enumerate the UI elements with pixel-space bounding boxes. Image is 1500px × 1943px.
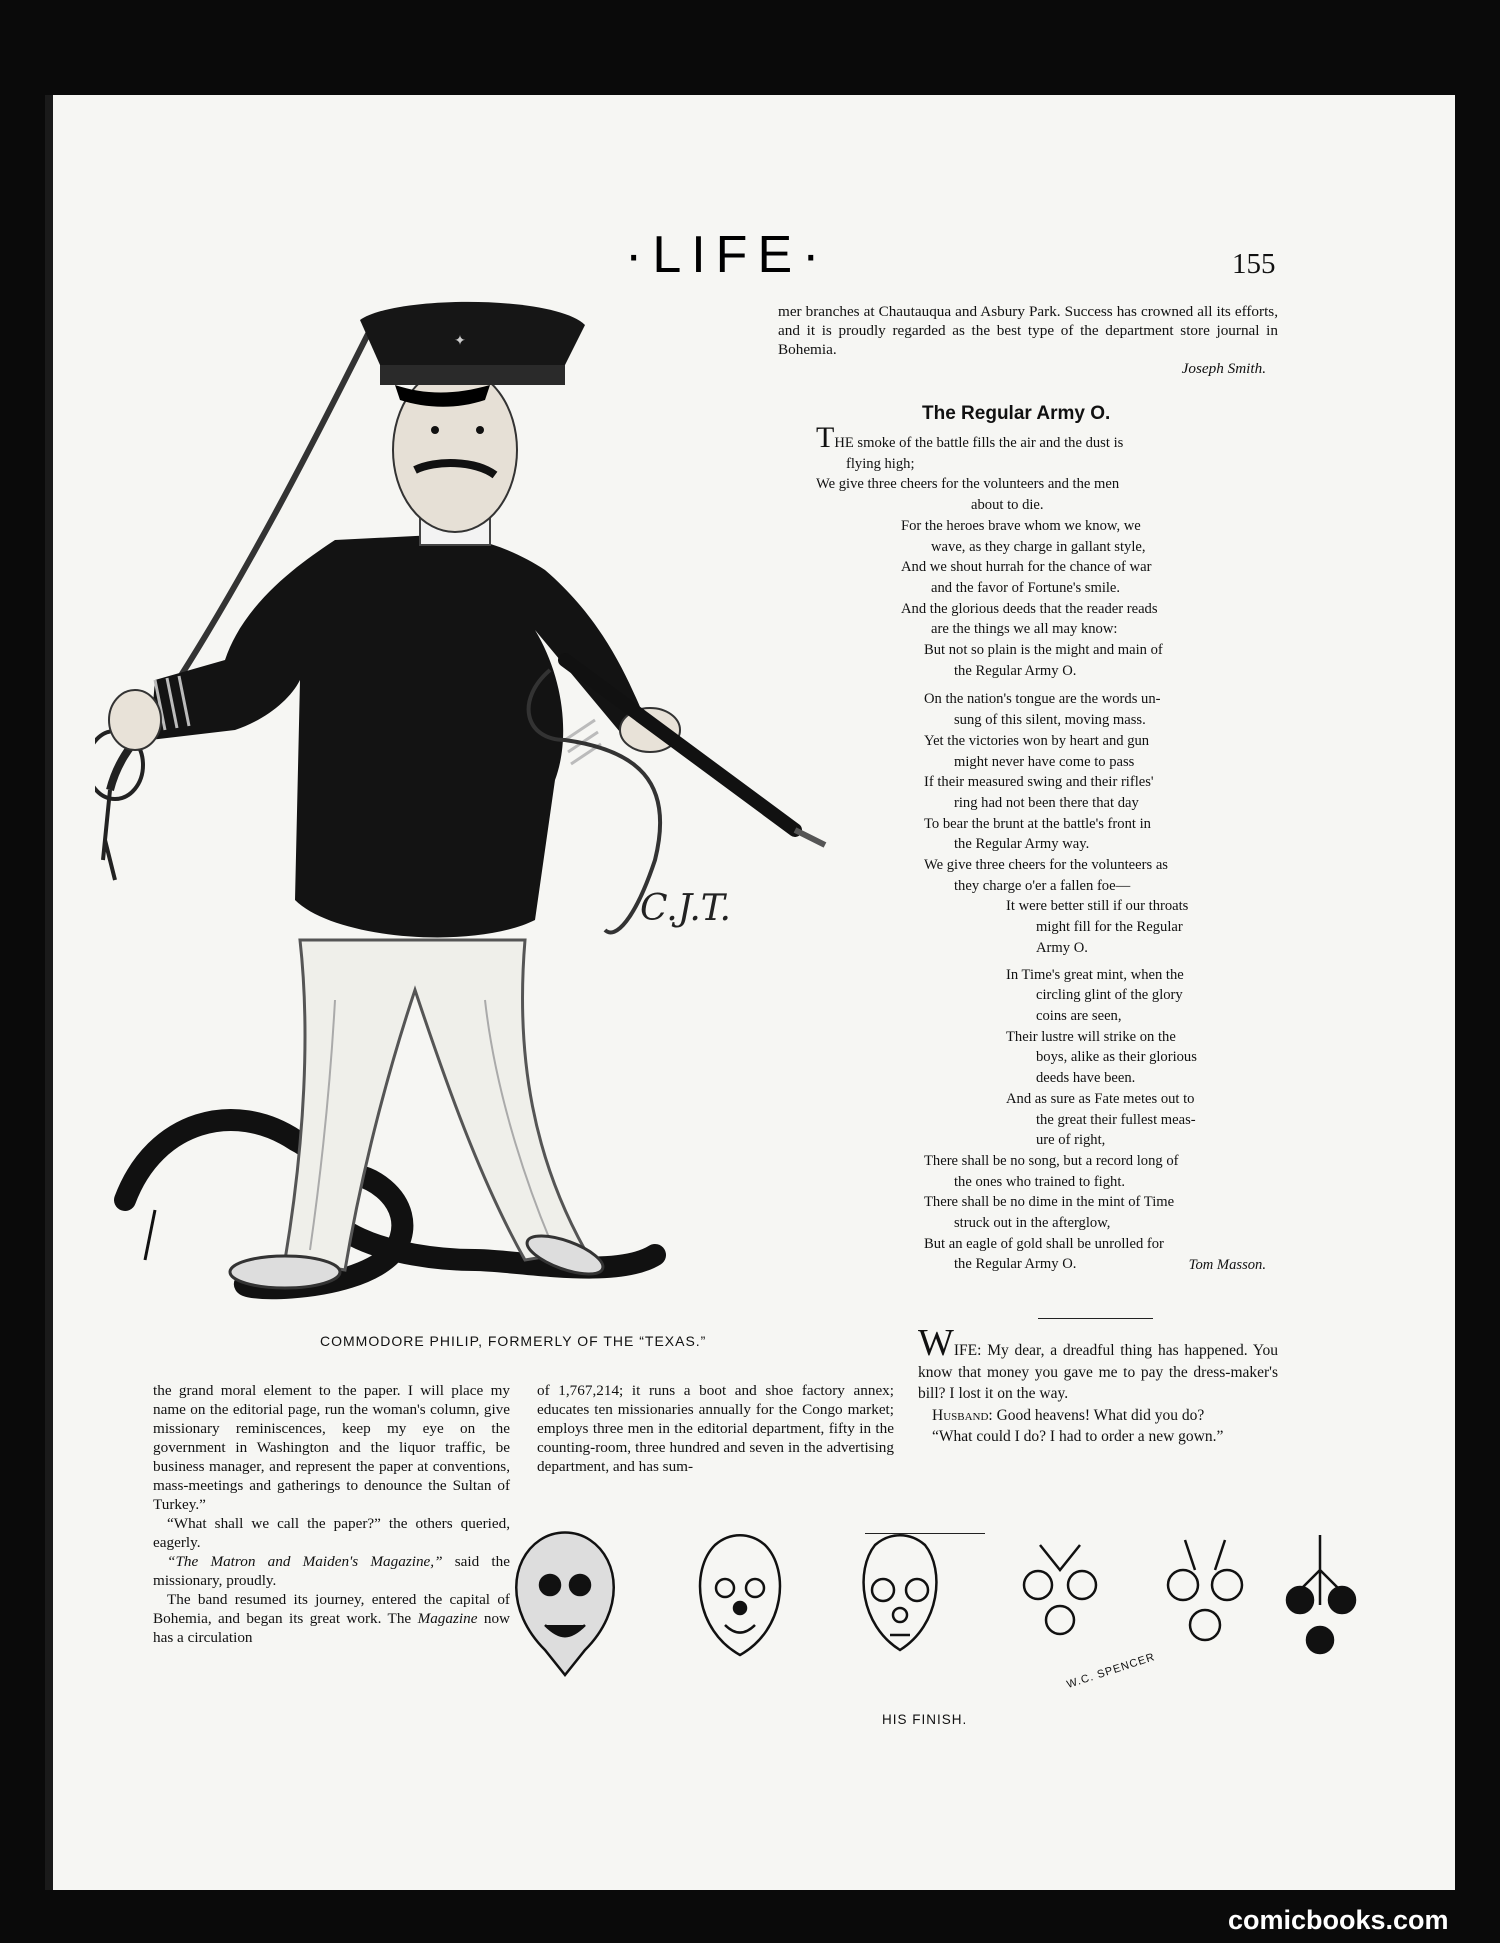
face-6 [1287, 1535, 1355, 1653]
illustration-signature: C.J.T. [640, 888, 731, 929]
poem-line: the Regular Army O. [954, 1256, 1077, 1273]
page-spine [45, 95, 53, 1890]
jacket [150, 535, 655, 937]
poem-line: Army O. [1036, 939, 1088, 956]
poem-line: might never have come to pass [954, 753, 1135, 770]
divider [1038, 1318, 1153, 1319]
article-column-1 [153, 1381, 510, 1647]
commodore-cap [360, 302, 585, 365]
article-signature: Joseph Smith. [1181, 360, 1266, 377]
poem-line: And as sure as Fate metes out to [1006, 1090, 1195, 1107]
column-paragraph: “What shall we call the paper?” the others queried, eagerly. [153, 1515, 510, 1551]
his-finish-cartoon [510, 1530, 1360, 1680]
column-paragraph: the grand moral element to the paper. I will place my name on the editorial page, run the woman's column, give missionary reminiscences, keep my eye on the government in Washington and the liquor traffic, be business manager, and represent the paper at conventions, mass-meetings and gatherings to denounce the Sultan of Turkey.” [153, 1382, 510, 1513]
poem-dropcap: T [816, 421, 835, 454]
magazine-title: “The Matron and Maiden's Magazine,” [167, 1553, 443, 1570]
poem-line: And the glorious deeds that the reader reads [901, 600, 1158, 617]
poem-line: circling glint of the glory [1036, 987, 1183, 1004]
face-5 [1168, 1540, 1242, 1640]
poem-line: the great their fullest meas- [1036, 1111, 1196, 1128]
poem-line: struck out in the afterglow, [954, 1215, 1111, 1232]
poem-line: boys, alike as their glorious [1036, 1049, 1197, 1066]
poem-line: But not so plain is the might and main of [924, 642, 1163, 659]
poem-line: are the things we all may know: [931, 621, 1118, 638]
poem-title: The Regular Army O. [922, 403, 1111, 424]
husband-label: Husband: [932, 1406, 993, 1424]
poem-line: they charge o'er a fallen foe— [954, 877, 1131, 894]
article-column-2 [537, 1381, 894, 1476]
masthead-title: ·LIFE· [625, 226, 830, 284]
poem-line: HE smoke of the battle fills the air and the dust is [834, 435, 1124, 451]
poem-line: We give three cheers for the volunteers and the men [816, 476, 1120, 493]
cartoon-artist-signature: W.C. SPENCER [1065, 1651, 1157, 1691]
wife-reply: “What could I do? I had to order a new gown.” [932, 1428, 1224, 1445]
poem-line: We give three cheers for the volunteers as [924, 857, 1168, 874]
wife-dropcap: W [918, 1322, 954, 1364]
poem-line: ring had not been there that day [954, 794, 1139, 811]
column-text: The band resumed its journey, entered the capital of Bohemia, and began its great work. The [153, 1591, 510, 1627]
article-paragraph: mer branches at Chautauqua and Asbury Park. Success has crowned all its efforts, and it is proudly regarded as the best type of the department store journal in Bohemia. [778, 303, 1278, 358]
face-4 [1024, 1545, 1096, 1634]
column-text: said the missionary, proudly. [153, 1553, 510, 1589]
page-edge [1455, 75, 1500, 1943]
poem-author: Tom Masson. [1188, 1257, 1266, 1274]
page-number: 155 [1232, 248, 1276, 280]
poem-line: sung of this silent, moving mass. [954, 712, 1146, 729]
wife-joke [918, 1322, 1278, 1448]
column-paragraph: of 1,767,214; it runs a boot and shoe factory annex; educates ten missionaries annually for the Congo market; employs three men in the editorial department, fifty in the counting-room, three hundred and seven in the advertising department, and has sum- [537, 1382, 894, 1475]
poem-line: It were better still if our throats [1006, 898, 1189, 915]
poem-line: the Regular Army way. [954, 836, 1090, 853]
column-text: now has a circulation [153, 1610, 511, 1646]
face-1 [516, 1533, 614, 1676]
poem-line: In Time's great mint, when the [1006, 966, 1184, 983]
face-2 [700, 1535, 780, 1655]
poem-line: about to die. [971, 497, 1044, 514]
poem-line: might fill for the Regular [1036, 919, 1183, 936]
poem-body [816, 421, 1280, 1276]
poem-line: Their lustre will strike on the [1006, 1028, 1176, 1045]
poem-line: If their measured swing and their rifles' [924, 774, 1154, 791]
site-watermark: comicbooks.com [1228, 1905, 1449, 1935]
poem-line: But an eagle of gold shall be unrolled for [924, 1235, 1164, 1252]
poem-line: flying high; [846, 455, 915, 472]
poem-line: and the favor of Fortune's smile. [931, 579, 1121, 596]
trousers [285, 940, 585, 1270]
poem-line: coins are seen, [1036, 1007, 1122, 1024]
poem-line: And we shout hurrah for the chance of war [901, 559, 1152, 576]
poem-line: wave, as they charge in gallant style, [931, 538, 1146, 555]
poem-line: There shall be no dime in the mint of Time [924, 1194, 1175, 1211]
poem-line: the Regular Army O. [954, 662, 1077, 679]
husband-text: Good heavens! What did you do? [992, 1406, 1205, 1424]
illustration-caption: COMMODORE PHILIP, FORMERLY OF THE “TEXAS.” [320, 1333, 707, 1349]
face-3 [864, 1535, 937, 1650]
poem-line: Yet the victories won by heart and gun [924, 732, 1150, 749]
poem-line: There shall be no song, but a record long of [924, 1152, 1179, 1169]
magazine-word: Magazine [417, 1610, 478, 1627]
poem-line: For the heroes brave whom we know, we [901, 517, 1141, 534]
cartoon-caption: HIS FINISH. [882, 1712, 968, 1727]
wife-text: IFE: My dear, a dreadful thing has happened. You know that money you gave me to pay the dress-maker's bill? I lost it on the way. [918, 1342, 1278, 1402]
svg-text:✦: ✦ [454, 333, 466, 349]
poem-line: ure of right, [1036, 1132, 1106, 1149]
poem-line: On the nation's tongue are the words un- [924, 691, 1161, 708]
article-continuation-top [778, 302, 1278, 378]
poem-line: deeds have been. [1036, 1070, 1136, 1087]
poem-line: the ones who trained to fight. [954, 1173, 1126, 1190]
poem-line: To bear the brunt at the battle's front in [924, 815, 1151, 832]
